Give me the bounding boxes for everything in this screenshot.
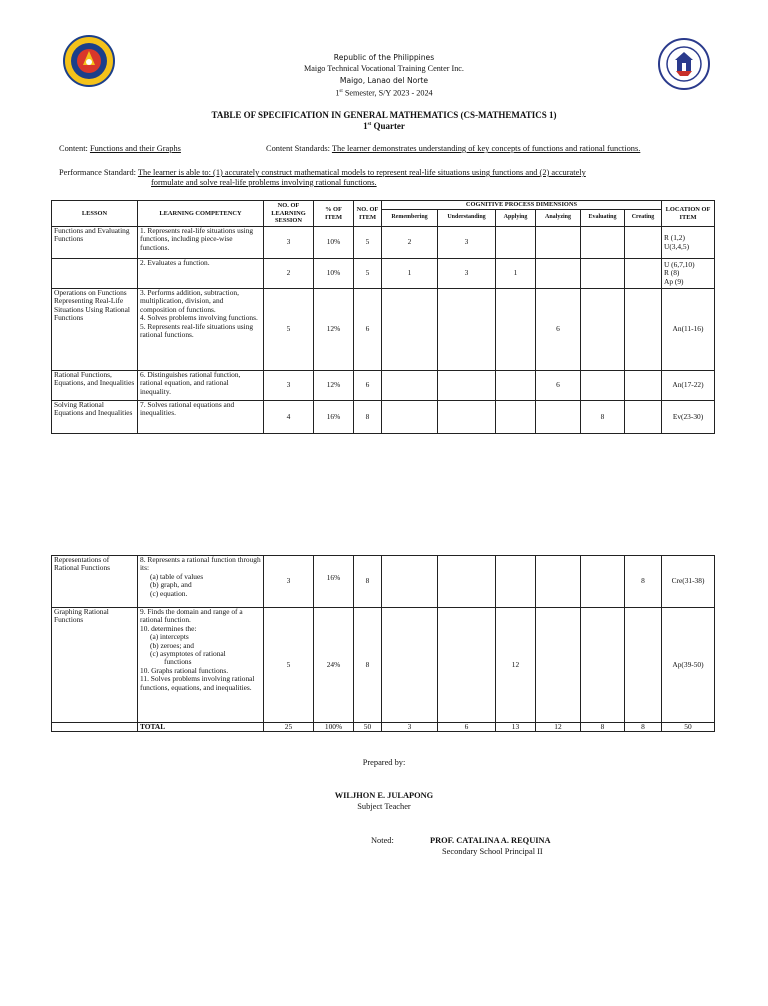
evaluating-cell: 8	[581, 401, 625, 434]
percent-cell: 16%	[314, 401, 354, 434]
analyzing-cell	[536, 227, 581, 259]
understanding-cell	[438, 608, 496, 723]
evaluating-cell	[581, 259, 625, 289]
header-applying: Applying	[496, 210, 536, 227]
content-standards-value: The learner demonstrates understanding of key concepts of functions and rational functions.	[331, 144, 641, 153]
applying-cell: 1	[496, 259, 536, 289]
competency-subitem: (a) table of values	[150, 571, 204, 581]
competency-line: 2. Evaluates a function.	[140, 258, 210, 267]
competency-line: 3. Performs addition, subtraction, multiplication, division, and composition of functions.	[140, 288, 239, 314]
competency-line: 6. Distinguishes rational function, rational equation, and rational inequality.	[140, 370, 241, 396]
understanding-cell: 3	[438, 259, 496, 289]
header-percent: % OF ITEM	[314, 201, 354, 227]
location-line: R (8)	[664, 268, 680, 278]
competency-line: 7. Solves rational equations and inequalities.	[140, 400, 235, 418]
understanding-cell	[438, 401, 496, 434]
location-cell: Ap(39-50)	[662, 608, 715, 723]
evaluating-cell	[581, 227, 625, 259]
remembering-cell	[382, 556, 438, 608]
understanding-cell: 3	[438, 227, 496, 259]
understanding-cell	[438, 371, 496, 401]
competency-line: 8. Represents a rational function through its:	[140, 555, 261, 573]
percent-cell: 16%	[314, 556, 354, 608]
competency-line: 10. determines the:	[140, 623, 197, 633]
document-title: TABLE OF SPECIFICATION IN GENERAL MATHEMATICS (CS-MATHEMATICS 1)	[211, 110, 557, 120]
items-cell: 5	[354, 227, 382, 259]
analyzing-cell	[536, 401, 581, 434]
total-label: TOTAL	[138, 723, 264, 732]
remembering-cell	[382, 289, 438, 371]
content-value: Functions and their Graphs	[89, 144, 181, 153]
remembering-cell	[382, 401, 438, 434]
semester-suffix: st	[339, 89, 343, 94]
performance-label: Performance Standard:	[59, 168, 138, 177]
total-creating: 8	[625, 723, 662, 732]
preparer-name: WILJHON E. JULAPONG	[334, 791, 434, 800]
creating-cell: 8	[625, 556, 662, 608]
competency-subitem: (b) zeroes; and	[150, 640, 194, 650]
items-cell: 8	[354, 608, 382, 723]
creating-cell	[625, 289, 662, 371]
total-applying: 13	[496, 723, 536, 732]
competency-cell	[138, 556, 264, 608]
remembering-cell	[382, 608, 438, 723]
sessions-cell: 3	[264, 227, 314, 259]
location-cell	[662, 371, 715, 401]
applying-cell	[496, 371, 536, 401]
competency-line: 10. Graphs rational functions.	[140, 665, 229, 675]
percent-cell: 10%	[314, 227, 354, 259]
lesson-cell: Representations of Rational Functions	[52, 556, 138, 608]
items-cell: 6	[354, 289, 382, 371]
applying-cell	[496, 227, 536, 259]
preparer-title: Subject Teacher	[357, 802, 411, 811]
sessions-cell: 2	[264, 259, 314, 289]
total-location: 50	[662, 723, 715, 732]
creating-cell	[625, 259, 662, 289]
header-school: Maigo Technical Vocational Training Center Inc.	[304, 64, 464, 73]
sessions-cell: 4	[264, 401, 314, 434]
header-remembering: Remembering	[382, 210, 438, 227]
header-dimensions: COGNITIVE PROCESS DIMENSIONS	[382, 201, 662, 210]
remembering-cell: 1	[382, 259, 438, 289]
header-creating: Creating	[625, 210, 662, 227]
performance-line2: formulate and solve real-life problems involving rational functions.	[151, 178, 377, 187]
table-row	[52, 556, 715, 608]
quarter-suffix: st	[367, 122, 372, 127]
total-sessions: 25	[264, 723, 314, 732]
items-cell: 8	[354, 401, 382, 434]
lesson-cell: Graphing Rational Functions	[52, 608, 138, 723]
lesson-cell	[52, 259, 138, 289]
creating-cell	[625, 401, 662, 434]
semester-number: 1	[335, 88, 340, 98]
applying-cell	[496, 401, 536, 434]
competency-subitem: (a) intercepts	[150, 632, 189, 642]
location-cell	[662, 401, 715, 434]
total-items: 50	[354, 723, 382, 732]
competency-line: 5. Represents real-life situations using rational functions.	[140, 321, 254, 340]
performance-standard	[59, 168, 719, 188]
location-line: Ap (9)	[664, 276, 684, 286]
lesson-cell: Solving Rational Equations and Inequalities	[52, 401, 138, 434]
noter-name: PROF. CATALINA A. REQUINA	[430, 836, 551, 845]
location-cell	[662, 259, 715, 289]
total-percent: 100%	[314, 723, 354, 732]
evaluating-cell	[581, 556, 625, 608]
header-lesson: LESSON	[52, 201, 138, 227]
content-standards-label: Content Standards:	[266, 144, 332, 153]
competency-subitem: functions	[164, 657, 192, 667]
analyzing-cell: 6	[536, 371, 581, 401]
understanding-cell	[438, 556, 496, 608]
competency-subitem: (b) graph, and	[150, 580, 192, 590]
location-line: Ev(23-30)	[672, 411, 704, 421]
competency-cell	[138, 401, 264, 434]
header-items: NO. OF ITEM	[354, 201, 382, 227]
percent-cell: 24%	[314, 608, 354, 723]
table-row	[52, 371, 715, 401]
location-line: R (1,2)	[664, 233, 685, 243]
header-location: LOCATION OF ITEM	[662, 201, 715, 227]
items-cell: 8	[354, 556, 382, 608]
location-line: U(3,4,5)	[664, 241, 690, 251]
remembering-cell	[382, 371, 438, 401]
competency-line: 11. Solves problems involving rational functions, equations, and inequalities.	[140, 674, 255, 692]
semester-text: Semester, S/Y 2023 - 2024	[342, 88, 433, 98]
total-analyzing: 12	[536, 723, 581, 732]
evaluating-cell	[581, 608, 625, 723]
percent-cell: 12%	[314, 289, 354, 371]
total-row	[52, 723, 715, 732]
competency-line: 4. Solves problems involving functions.	[140, 313, 258, 323]
quarter-text: Quarter	[371, 121, 405, 131]
applying-cell: 12	[496, 608, 536, 723]
competency-cell	[138, 608, 264, 723]
table-row	[52, 289, 715, 371]
evaluating-cell	[581, 371, 625, 401]
location-line: An(11-16)	[672, 324, 704, 334]
table-row	[52, 608, 715, 723]
competency-line: 1. Represents real-life situations using functions, including piece-wise functions.	[140, 226, 254, 252]
creating-cell	[625, 227, 662, 259]
total-remembering: 3	[382, 723, 438, 732]
creating-cell	[625, 371, 662, 401]
competency-line: 9. Finds the domain and range of a rational function.	[140, 607, 243, 625]
competency-subitem: (c) asymptotes of rational	[150, 649, 226, 659]
performance-line1: The learner is able to: (1) accurately construct mathematical models to represent real-life situations using functions and (2) accurately	[137, 168, 586, 177]
table-row	[52, 401, 715, 434]
percent-cell: 12%	[314, 371, 354, 401]
remembering-cell: 2	[382, 227, 438, 259]
content-standards-field	[266, 144, 640, 153]
header-analyzing: Analyzing	[536, 210, 581, 227]
header-republic: Republic of the Philippines	[333, 53, 435, 62]
total-understanding: 6	[438, 723, 496, 732]
header-semester	[0, 87, 768, 99]
competency-cell	[138, 289, 264, 371]
quarter-label	[0, 121, 768, 131]
content-field	[59, 144, 181, 153]
content-label: Content:	[59, 144, 90, 153]
location-line: An(17-22)	[672, 380, 704, 390]
applying-cell	[496, 556, 536, 608]
applying-cell	[496, 289, 536, 371]
competency-subitem: (c) equation.	[150, 588, 188, 598]
header-evaluating: Evaluating	[581, 210, 625, 227]
sessions-cell: 3	[264, 556, 314, 608]
location-cell	[662, 227, 715, 259]
header-competency: LEARNING COMPETENCY	[138, 201, 264, 227]
sessions-cell: 5	[264, 608, 314, 723]
table-row	[52, 227, 715, 259]
analyzing-cell	[536, 608, 581, 723]
competency-cell	[138, 259, 264, 289]
analyzing-cell: 6	[536, 289, 581, 371]
lesson-cell: Functions and Evaluating Functions	[52, 227, 138, 259]
competency-cell	[138, 371, 264, 401]
header-understanding: Understanding	[438, 210, 496, 227]
sessions-cell: 3	[264, 371, 314, 401]
total-evaluating: 8	[581, 723, 625, 732]
total-empty-cell	[52, 723, 138, 732]
location-line: U (6,7,10)	[664, 259, 695, 269]
lesson-cell: Rational Functions, Equations, and Inequalities	[52, 371, 138, 401]
lesson-cell: Operations on Functions Representing Real-Life Situations Using Rational Functions	[52, 289, 138, 371]
specification-table	[51, 200, 715, 434]
location-cell	[662, 289, 715, 371]
noter-title: Secondary School Principal II	[442, 847, 543, 856]
analyzing-cell	[536, 259, 581, 289]
understanding-cell	[438, 289, 496, 371]
competency-cell	[138, 227, 264, 259]
sessions-cell: 5	[264, 289, 314, 371]
quarter-number: 1	[363, 121, 368, 131]
items-cell: 6	[354, 371, 382, 401]
percent-cell: 10%	[314, 259, 354, 289]
location-cell: Cre(31-38)	[662, 556, 715, 608]
analyzing-cell	[536, 556, 581, 608]
specification-table-continued	[51, 555, 715, 732]
creating-cell	[625, 608, 662, 723]
header-address: Maigo, Lanao del Norte	[339, 76, 429, 85]
evaluating-cell	[581, 289, 625, 371]
header-sessions: NO. OF LEARNING SESSION	[264, 201, 314, 227]
items-cell: 5	[354, 259, 382, 289]
table-row	[52, 259, 715, 289]
noted-label: Noted:	[371, 836, 394, 845]
prepared-label: Prepared by:	[362, 758, 406, 767]
